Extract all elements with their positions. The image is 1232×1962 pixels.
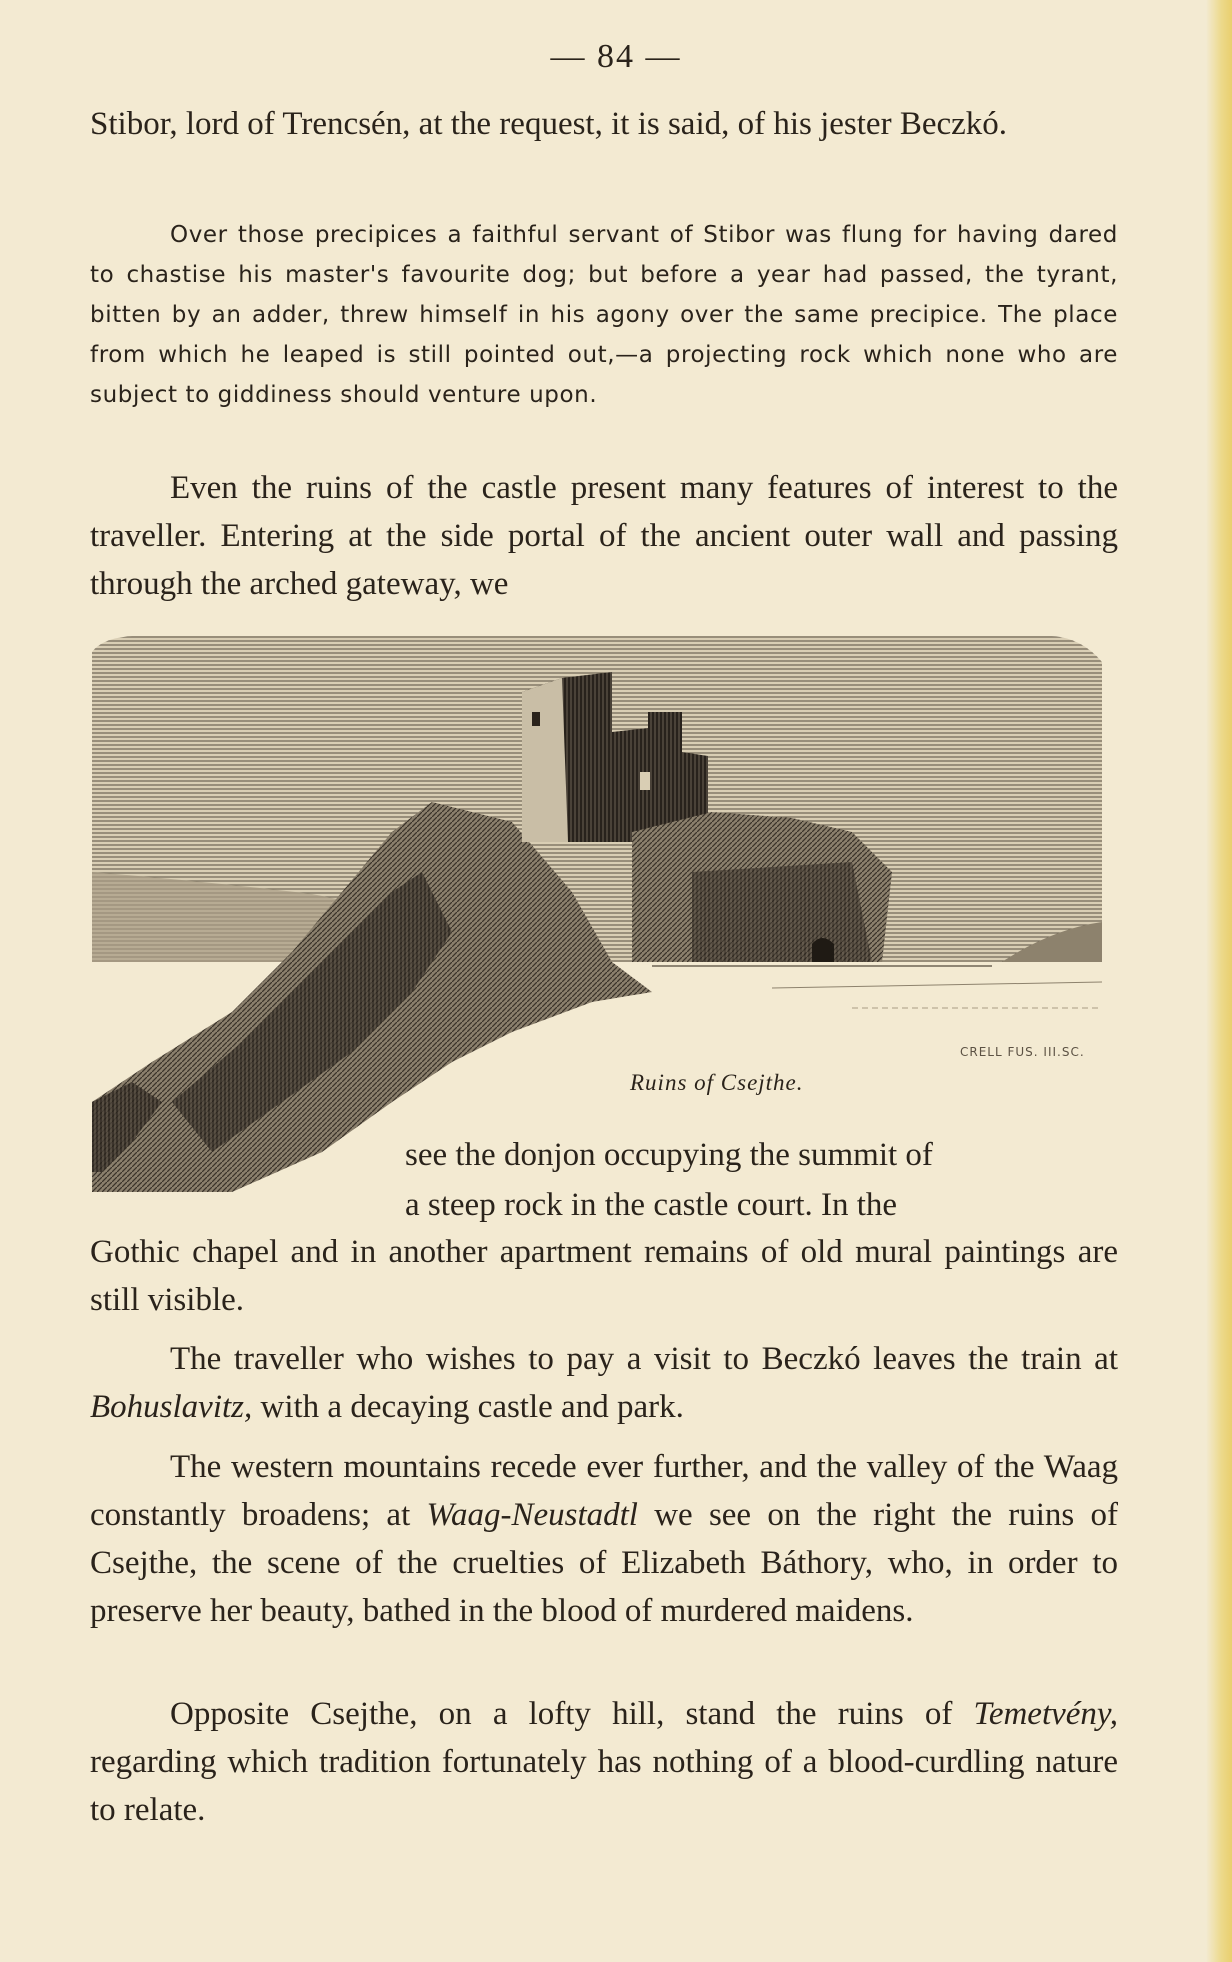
paragraph-donjon-rest bbox=[90, 1228, 1118, 1324]
place-name: Waag-Neustadtl bbox=[426, 1497, 638, 1533]
castle-window bbox=[640, 772, 650, 790]
paragraph-text: Gothic chapel and in another apartment remains of old mural paintings are still visible. bbox=[90, 1234, 1118, 1318]
castle-gate bbox=[812, 938, 834, 962]
castle-keep-lit-face bbox=[522, 678, 568, 842]
paragraph-wrap-line: a steep rock in the castle court. In the bbox=[405, 1187, 898, 1223]
paragraph-text bbox=[90, 1335, 1118, 1431]
text-run: we see on the right the ruins of Csejthe, the scene of the cruelties of Elizabeth Báthory, who, in order to preserve her beauty, bathed in the blood of murdered maidens. bbox=[90, 1497, 1118, 1629]
castle-wall-shadow bbox=[692, 862, 872, 962]
paragraph-anecdote bbox=[90, 215, 1118, 415]
place-name: Temetvény, bbox=[973, 1696, 1118, 1732]
paragraph-text bbox=[90, 1690, 1118, 1834]
text-run: regarding which tradition fortunately has nothing of a blood-curdling nature to relate. bbox=[90, 1744, 1118, 1828]
paragraph-wrap-line: see the donjon occupying the summit of bbox=[405, 1137, 933, 1173]
text-run: Opposite Csejthe, on a lofty hill, stand the ruins of bbox=[170, 1696, 974, 1732]
page-edge bbox=[1206, 0, 1232, 1962]
illustration-caption: Ruins of Csejthe. bbox=[630, 1070, 804, 1095]
paragraph-text bbox=[90, 1443, 1118, 1635]
place-name: Bohuslavitz, bbox=[90, 1389, 253, 1425]
paragraph-beczko bbox=[90, 1335, 1118, 1431]
paragraph-temetveny bbox=[90, 1690, 1118, 1834]
paragraph-text: Stibor, lord of Trencsén, at the request, it is said, of his jester Beczkó. bbox=[90, 106, 1008, 142]
engraver-signature: CRELL FUS. III.SC. bbox=[960, 1045, 1085, 1059]
paragraph-ruins bbox=[90, 464, 1118, 608]
text-run: The traveller who wishes to pay a visit to Beczkó leaves the train at bbox=[170, 1341, 1118, 1377]
paragraph-waag bbox=[90, 1443, 1118, 1635]
text-run: with a decaying castle and park. bbox=[252, 1389, 684, 1425]
paragraph-text: Over those precipices a faithful servant of Stibor was flung for having dared to chastise his master's favourite dog; but before a year had passed, the tyrant, bitten by an adder, threw himself in his agony over the same precipice. The place from which he leaped is still pointed out,—a projecting rock which none who are subject to giddiness should venture upon. bbox=[90, 222, 1118, 408]
text-run: The western mountains recede ever further, and the valley of the Waag constantly broadens; at bbox=[90, 1449, 1118, 1533]
paragraph-text: Even the ruins of the castle present many features of interest to the traveller. Entering at the side portal of the ancient outer wall and passing through the arched gateway, we bbox=[90, 470, 1118, 602]
paragraph-intro bbox=[90, 100, 1118, 148]
castle-window bbox=[532, 712, 540, 726]
page-number: — 84 — bbox=[550, 38, 682, 75]
castle-engraving bbox=[92, 632, 1104, 1192]
